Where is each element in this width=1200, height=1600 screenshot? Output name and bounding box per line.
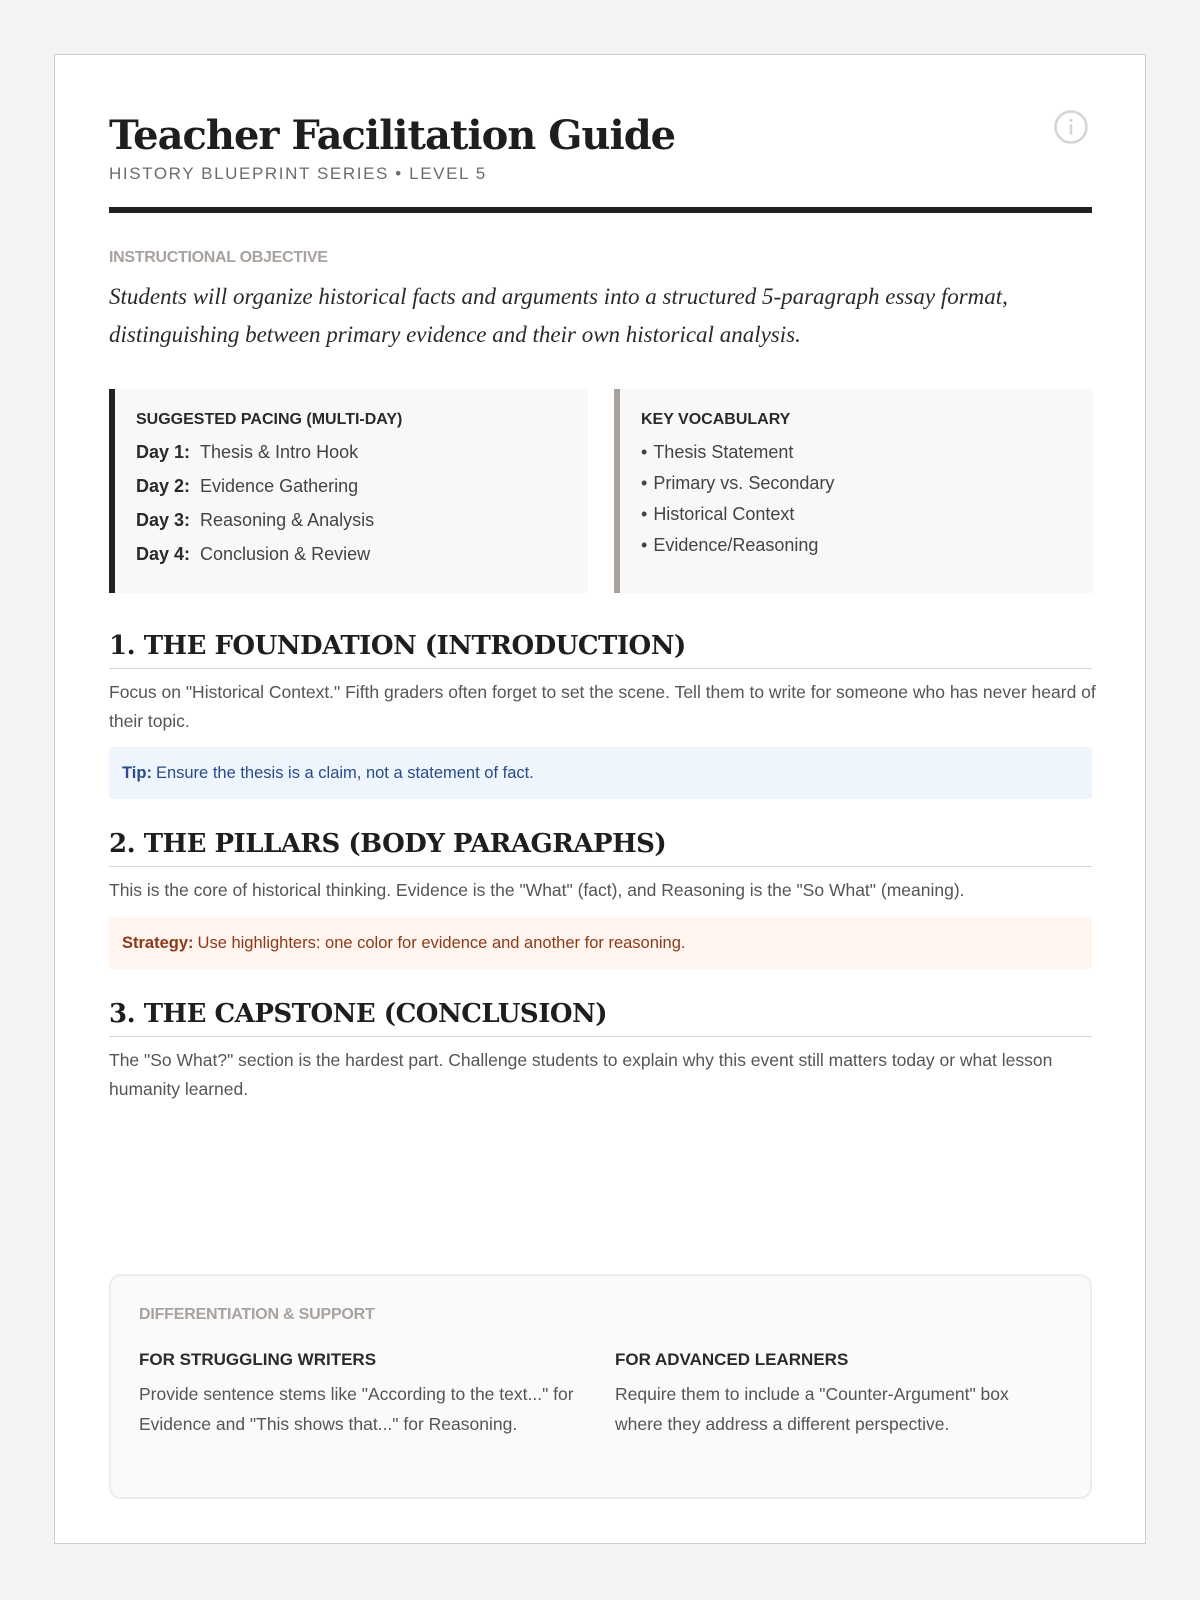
strategy-callout bbox=[109, 917, 1092, 969]
differentiation-label: DIFFERENTIATION & SUPPORT bbox=[139, 1306, 375, 1323]
pacing-task: Evidence Gathering bbox=[200, 476, 359, 496]
pacing-day: Day 4: bbox=[136, 544, 191, 564]
advanced-learners-column bbox=[615, 1350, 1055, 1439]
section-2-title: 2. THE PILLARS (BODY PARAGRAPHS) bbox=[109, 826, 1092, 867]
bullet-icon: • bbox=[641, 442, 648, 462]
strategy-label: Strategy: bbox=[122, 934, 194, 952]
tip-callout bbox=[109, 747, 1092, 799]
pacing-item bbox=[136, 542, 588, 576]
struggling-writers-title: FOR STRUGGLING WRITERS bbox=[139, 1350, 377, 1369]
objective-label: INSTRUCTIONAL OBJECTIVE bbox=[109, 249, 328, 266]
section-1-body: Focus on "Historical Context." Fifth graders often forget to set the scene. Tell them to write for someone who has never heard of their topic. bbox=[109, 682, 1096, 731]
pacing-day: Day 1: bbox=[136, 442, 191, 462]
section-2-body: This is the core of historical thinking. Evidence is the "What" (fact), and Reasoning is the "So What" (meaning). bbox=[109, 880, 965, 900]
vocabulary-term: Evidence/Reasoning bbox=[653, 535, 819, 555]
struggling-writers-column bbox=[139, 1350, 579, 1439]
page-title: Teacher Facilitation Guide bbox=[109, 112, 676, 159]
objective-text: Students will organize historical facts and arguments into a structured 5-paragraph essay format, distinguishing between primary evidence and their own historical analysis. bbox=[109, 284, 1008, 347]
page-subtitle: HISTORY BLUEPRINT SERIES • LEVEL 5 bbox=[109, 164, 487, 183]
bullet-icon: • bbox=[641, 504, 648, 524]
pacing-task: Thesis & Intro Hook bbox=[200, 442, 359, 462]
section-3-body: The "So What?" section is the hardest part. Challenge students to explain why this event still matters today or what lesson humanity learned. bbox=[109, 1050, 1053, 1099]
advanced-learners-title: FOR ADVANCED LEARNERS bbox=[615, 1350, 849, 1369]
vocabulary-item bbox=[641, 471, 1093, 502]
pacing-box bbox=[109, 389, 588, 593]
tip-label: Tip: bbox=[122, 764, 152, 782]
vocabulary-item bbox=[641, 440, 1093, 471]
header-divider bbox=[109, 207, 1092, 213]
vocabulary-term: Thesis Statement bbox=[653, 442, 794, 462]
bullet-icon: • bbox=[641, 473, 648, 493]
vocabulary-term: Primary vs. Secondary bbox=[653, 473, 835, 493]
section-3-title: 3. THE CAPSTONE (CONCLUSION) bbox=[109, 996, 1092, 1037]
pacing-title: SUGGESTED PACING (MULTI-DAY) bbox=[136, 411, 403, 428]
pacing-item bbox=[136, 440, 588, 474]
vocabulary-item bbox=[641, 502, 1093, 533]
pacing-day: Day 2: bbox=[136, 476, 191, 496]
vocabulary-term: Historical Context bbox=[653, 504, 795, 524]
pacing-day: Day 3: bbox=[136, 510, 191, 530]
vocabulary-title: KEY VOCABULARY bbox=[641, 411, 791, 428]
advanced-learners-text: Require them to include a "Counter-Argument" box where they address a different perspective. bbox=[615, 1384, 1009, 1434]
vocabulary-item bbox=[641, 533, 1093, 564]
bullet-icon: • bbox=[641, 535, 648, 555]
tip-text: Ensure the thesis is a claim, not a statement of fact. bbox=[155, 764, 534, 782]
pacing-task: Conclusion & Review bbox=[200, 544, 371, 564]
pacing-task: Reasoning & Analysis bbox=[200, 510, 375, 530]
strategy-text: Use highlighters: one color for evidence and another for reasoning. bbox=[197, 934, 686, 952]
vocabulary-box bbox=[614, 389, 1093, 593]
info-icon[interactable] bbox=[1054, 110, 1088, 144]
struggling-writers-text: Provide sentence stems like "According to the text..." for Evidence and "This shows that..." for Reasoning. bbox=[139, 1384, 574, 1434]
pacing-item bbox=[136, 474, 588, 508]
pacing-item bbox=[136, 508, 588, 542]
section-1-title: 1. THE FOUNDATION (INTRODUCTION) bbox=[109, 628, 1092, 669]
differentiation-panel bbox=[109, 1274, 1092, 1499]
